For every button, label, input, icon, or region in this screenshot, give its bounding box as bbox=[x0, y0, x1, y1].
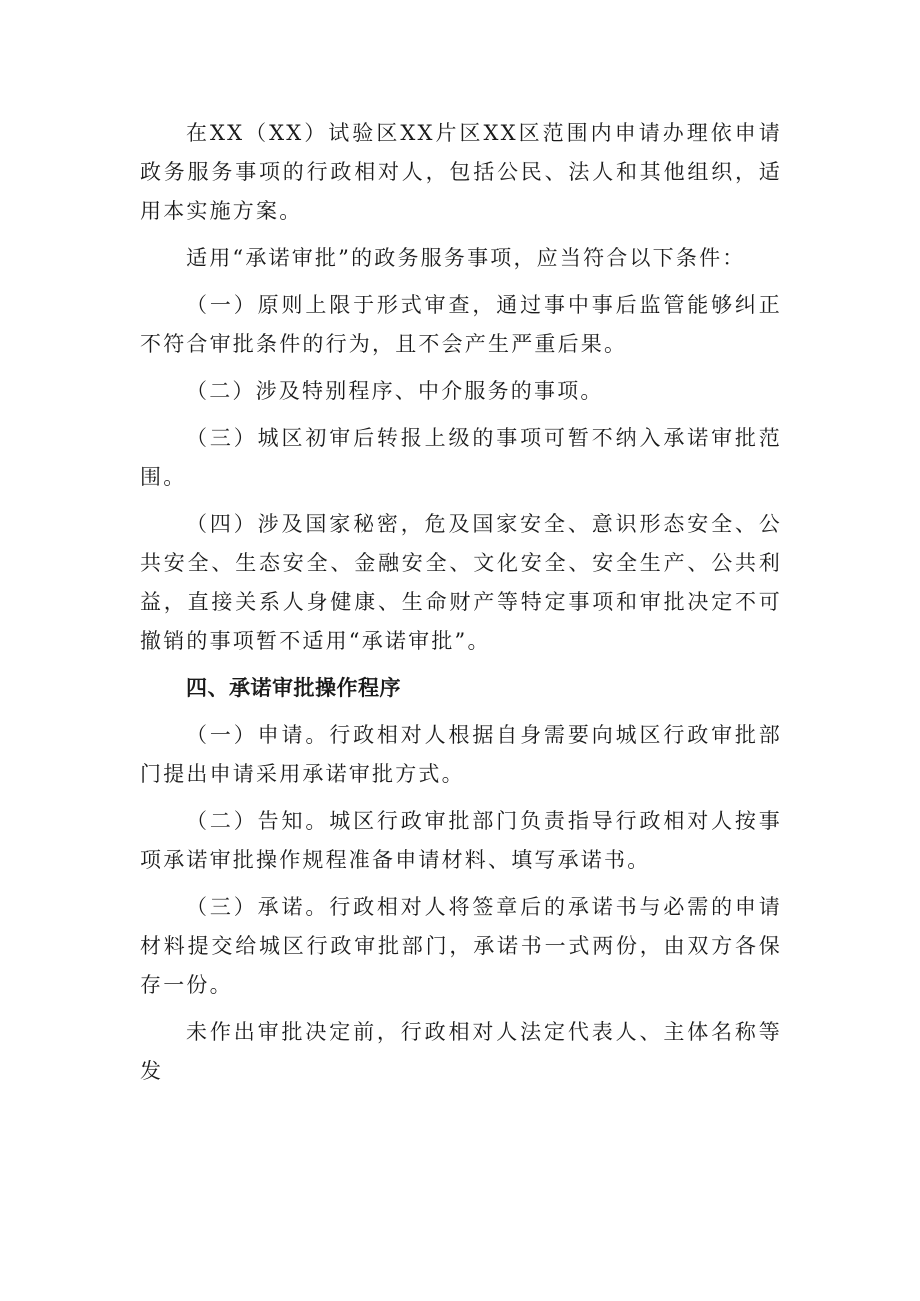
condition-3-paragraph: （三）城区初审后转报上级的事项可暂不纳入承诺审批范围。 bbox=[140, 426, 782, 489]
procedure-2-paragraph: （二）告知。城区行政审批部门负责指导行政相对人按事项承诺审批操作规程准备申请材料、填写承诺书。 bbox=[140, 809, 782, 872]
procedure-note-paragraph: 未作出审批决定前，行政相对人法定代表人、主体名称等发 bbox=[140, 1020, 782, 1083]
condition-4-paragraph: （四）涉及国家秘密，危及国家安全、意识形态安全、公共安全、生态安全、金融安全、文化安全、安全生产、公共利益，直接关系人身健康、生命财产等特定事项和审批决定不可撤销的事项暂不适用“承诺审批”。 bbox=[140, 512, 782, 653]
scope-paragraph: 在XX（XX）试验区XX片区XX区范围内申请办理依申请政务服务事项的行政相对人，包括公民、法人和其他组织，适用本实施方案。 bbox=[140, 121, 782, 223]
condition-2-paragraph: （二）涉及特别程序、中介服务的事项。 bbox=[186, 379, 604, 403]
conditions-intro-paragraph: 适用“承诺审批”的政务服务事项，应当符合以下条件： bbox=[186, 246, 746, 270]
condition-1-paragraph: （一）原则上限于形式审查，通过事中事后监管能够纠正不符合审批条件的行为，且不会产生严重后果。 bbox=[140, 293, 782, 356]
procedure-1-paragraph: （一）申请。行政相对人根据自身需要向城区行政审批部门提出申请采用承诺审批方式。 bbox=[140, 723, 782, 786]
procedure-3-paragraph: （三）承诺。行政相对人将签章后的承诺书与必需的申请材料提交给城区行政审批部门，承诺书一式两份，由双方各保存一份。 bbox=[140, 895, 782, 997]
section-heading: 四、承诺审批操作程序 bbox=[186, 676, 401, 700]
document-body bbox=[140, 114, 782, 1099]
